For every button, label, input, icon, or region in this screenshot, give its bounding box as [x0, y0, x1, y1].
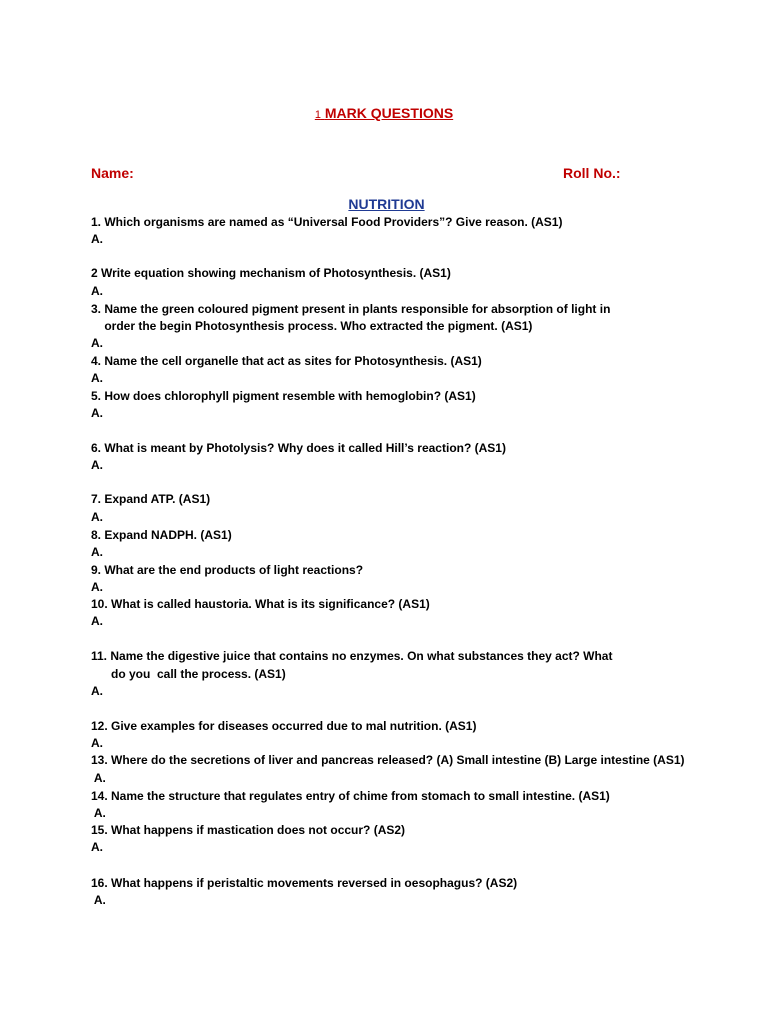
answer-12: A.: [91, 736, 103, 750]
section-heading: NUTRITION: [348, 196, 425, 212]
answer-13: A.: [91, 771, 106, 785]
answer-6: A.: [91, 458, 103, 472]
question-8: 8. Expand NADPH. (AS1): [91, 528, 232, 542]
answer-7: A.: [91, 510, 103, 524]
answer-14: A.: [91, 806, 106, 820]
question-6: 6. What is meant by Photolysis? Why does it called Hill’s reaction? (AS1): [91, 441, 506, 455]
question-2: 2 Write equation showing mechanism of Photosynthesis. (AS1): [91, 266, 451, 280]
question-11-continued: do you call the process. (AS1): [91, 667, 286, 681]
question-4: 4. Name the cell organelle that act as sites for Photosynthesis. (AS1): [91, 354, 482, 368]
roll-number-label: Roll No.:: [563, 165, 621, 181]
question-3: 3. Name the green coloured pigment present in plants responsible for absorption of light in: [91, 302, 611, 316]
title-number: 1: [314, 109, 321, 121]
question-3-continued: order the begin Photosynthesis process. Who extracted the pigment. (AS1): [91, 319, 533, 333]
question-13: 13. Where do the secretions of liver and pancreas released? (A) Small intestine (B) Large intestine (AS1): [91, 753, 685, 767]
answer-4: A.: [91, 371, 103, 385]
answer-5: A.: [91, 406, 103, 420]
answer-9: A.: [91, 580, 103, 594]
answer-15: A.: [91, 840, 103, 854]
question-15: 15. What happens if mastication does not occur? (AS2): [91, 823, 406, 837]
question-11: 11. Name the digestive juice that contains no enzymes. On what substances they act? What: [91, 649, 613, 663]
question-10: 10. What is called haustoria. What is its significance? (AS1): [91, 597, 430, 611]
question-1: 1. Which organisms are named as “Universal Food Providers”? Give reason. (AS1): [91, 215, 563, 229]
answer-2: A.: [91, 284, 103, 298]
answer-11: A.: [91, 684, 103, 698]
question-7: 7. Expand ATP. (AS1): [91, 492, 211, 506]
question-5: 5. How does chlorophyll pigment resemble with hemoglobin? (AS1): [91, 389, 476, 403]
answer-1: A.: [91, 232, 103, 246]
answer-8: A.: [91, 545, 103, 559]
question-14: 14. Name the structure that regulates entry of chime from stomach to small intestine. (AS1): [91, 789, 610, 803]
question-12: 12. Give examples for diseases occurred due to mal nutrition. (AS1): [91, 719, 477, 733]
question-16: 16. What happens if peristaltic movements reversed in oesophagus? (AS2): [91, 876, 518, 890]
answer-3: A.: [91, 336, 103, 350]
name-label: Name:: [91, 165, 134, 181]
question-9: 9. What are the end products of light reactions?: [91, 563, 364, 577]
title-text: MARK QUESTIONS: [324, 105, 454, 121]
answer-16: A.: [91, 893, 106, 907]
page-title: [0, 105, 768, 121]
answer-10: A.: [91, 614, 103, 628]
